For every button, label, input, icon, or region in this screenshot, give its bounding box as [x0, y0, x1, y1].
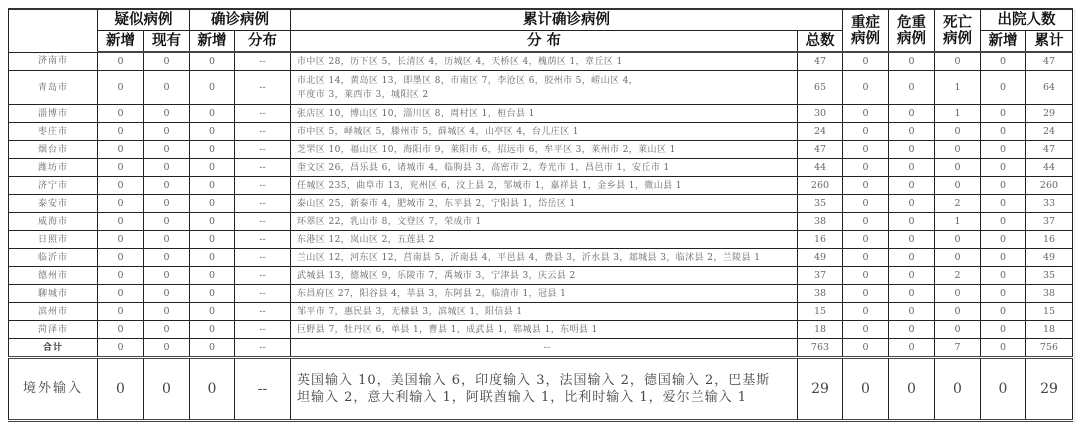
cell-severe: 0 — [843, 159, 889, 177]
cell-total: 30 — [798, 105, 843, 123]
cell-severe: 0 — [843, 52, 889, 71]
cell-d-new: 0 — [981, 52, 1026, 71]
cell-city: 境外输入 — [9, 358, 98, 421]
cell-c-new: 0 — [190, 123, 235, 141]
cell-critical: 0 — [889, 285, 935, 303]
cell-critical: 0 — [889, 339, 935, 358]
cell-city: 滨州市 — [9, 303, 98, 321]
cell-s-new: 0 — [98, 249, 144, 267]
cell-c-new: 0 — [190, 177, 235, 195]
cell-s-cur: 0 — [144, 303, 190, 321]
cell-c-new: 0 — [190, 249, 235, 267]
cell-c-dist: -- — [235, 321, 291, 339]
cell-city: 德州市 — [9, 267, 98, 285]
cell-s-new: 0 — [98, 195, 144, 213]
table-row — [9, 213, 1073, 231]
imported-row — [9, 358, 1073, 421]
cell-c-dist: -- — [235, 231, 291, 249]
cell-total: 49 — [798, 249, 843, 267]
cell-d-cum: 64 — [1026, 71, 1073, 105]
cell-s-cur: 0 — [144, 358, 190, 421]
cell-distribution: 武城县 13，德城区 9，乐陵市 7，禹城市 3，宁津县 3，庆云县 2 — [291, 267, 798, 285]
cell-d-cum: 47 — [1026, 52, 1073, 71]
cell-d-cum: 35 — [1026, 267, 1073, 285]
cell-d-cum: 15 — [1026, 303, 1073, 321]
cell-deaths: 0 — [935, 303, 981, 321]
cell-d-new: 0 — [981, 141, 1026, 159]
table-row — [9, 177, 1073, 195]
cell-d-new: 0 — [981, 358, 1026, 421]
cell-c-dist: -- — [235, 52, 291, 71]
cell-d-cum: 33 — [1026, 195, 1073, 213]
covid-case-table — [8, 8, 1073, 422]
cell-s-cur: 0 — [144, 52, 190, 71]
cell-distribution: 英国输入 10，美国输入 6，印度输入 3，法国输入 2，德国输入 2，巴基斯 坦输入 2，意大利输入 1，阿联酋输入 1，比利时输入 1，爱尔兰输入 1 — [291, 358, 798, 421]
cell-critical: 0 — [889, 177, 935, 195]
cell-severe: 0 — [843, 249, 889, 267]
cell-s-new: 0 — [98, 177, 144, 195]
cell-distribution: 任城区 235，曲阜市 13，兖州区 6，汶上县 2，邹城市 1，嘉祥县 1，金乡县 1，微山县 1 — [291, 177, 798, 195]
header-region — [9, 9, 98, 52]
cell-d-new: 0 — [981, 177, 1026, 195]
cell-deaths: 1 — [935, 71, 981, 105]
cell-city: 合计 — [9, 339, 98, 358]
cell-s-new: 0 — [98, 123, 144, 141]
cell-critical: 0 — [889, 159, 935, 177]
cell-severe: 0 — [843, 267, 889, 285]
cell-c-new: 0 — [190, 195, 235, 213]
cell-city: 聊城市 — [9, 285, 98, 303]
cell-s-cur: 0 — [144, 141, 190, 159]
cell-s-cur: 0 — [144, 123, 190, 141]
cell-s-cur: 0 — [144, 249, 190, 267]
cell-total: 18 — [798, 321, 843, 339]
cell-severe: 0 — [843, 285, 889, 303]
cell-deaths: 0 — [935, 123, 981, 141]
cell-s-new: 0 — [98, 141, 144, 159]
cell-severe: 0 — [843, 141, 889, 159]
cell-c-new: 0 — [190, 285, 235, 303]
header-suspected-new: 新增 — [98, 31, 144, 53]
cell-c-dist: -- — [235, 213, 291, 231]
header-severe: 重症 病例 — [843, 9, 889, 52]
cell-city: 济南市 — [9, 52, 98, 71]
cell-severe: 0 — [843, 177, 889, 195]
header-discharged-new: 新增 — [981, 31, 1026, 53]
cell-s-cur: 0 — [144, 159, 190, 177]
cell-c-new: 0 — [190, 303, 235, 321]
cell-total: 37 — [798, 267, 843, 285]
header-discharged: 出院人数 — [981, 9, 1073, 31]
cell-total: 38 — [798, 213, 843, 231]
table-row — [9, 231, 1073, 249]
cell-c-new: 0 — [190, 71, 235, 105]
cell-severe: 0 — [843, 358, 889, 421]
cell-d-cum: 47 — [1026, 141, 1073, 159]
cell-deaths: 0 — [935, 285, 981, 303]
cell-d-cum: 29 — [1026, 358, 1073, 421]
cell-critical: 0 — [889, 105, 935, 123]
header-total: 总数 — [798, 31, 843, 53]
cell-d-new: 0 — [981, 249, 1026, 267]
table-body — [9, 52, 1073, 421]
header-row-1 — [9, 9, 1073, 31]
header-discharged-cumulative: 累计 — [1026, 31, 1073, 53]
cell-distribution: 奎文区 26，昌乐县 6，诸城市 4，临朐县 3，高密市 2，寿光市 1，昌邑市 1，安丘市 1 — [291, 159, 798, 177]
cell-c-new: 0 — [190, 213, 235, 231]
cell-d-cum: 29 — [1026, 105, 1073, 123]
cell-d-cum: 37 — [1026, 213, 1073, 231]
cell-deaths: 0 — [935, 358, 981, 421]
cell-s-cur: 0 — [144, 231, 190, 249]
cell-deaths: 0 — [935, 321, 981, 339]
cell-deaths: 2 — [935, 267, 981, 285]
cell-d-cum: 24 — [1026, 123, 1073, 141]
cell-distribution: 邹平市 7，惠民县 3，无棣县 3，滨城区 1，阳信县 1 — [291, 303, 798, 321]
cell-city: 济宁市 — [9, 177, 98, 195]
cell-s-cur: 0 — [144, 105, 190, 123]
cell-c-dist: -- — [235, 71, 291, 105]
cell-distribution: 市北区 14，黄岛区 13，即墨区 8，市南区 7，李沧区 6，胶州市 5，崂山区 4， 平度市 3，莱西市 3，城阳区 2 — [291, 71, 798, 105]
cell-distribution: -- — [291, 339, 798, 358]
cell-distribution: 芝罘区 10，福山区 10，海阳市 9，莱阳市 6，招远市 6，牟平区 3，莱州市 2，莱山区 1 — [291, 141, 798, 159]
cell-d-new: 0 — [981, 105, 1026, 123]
cell-city: 青岛市 — [9, 71, 98, 105]
cell-severe: 0 — [843, 123, 889, 141]
cell-city: 菏泽市 — [9, 321, 98, 339]
cell-total: 16 — [798, 231, 843, 249]
cell-total: 29 — [798, 358, 843, 421]
cell-deaths: 0 — [935, 52, 981, 71]
cell-distribution: 东昌府区 27，阳谷县 4，莘县 3，东阿县 2，临清市 1，冠县 1 — [291, 285, 798, 303]
cell-c-new: 0 — [190, 267, 235, 285]
cell-d-cum: 18 — [1026, 321, 1073, 339]
cell-c-dist: -- — [235, 141, 291, 159]
cell-c-dist: -- — [235, 159, 291, 177]
table-row — [9, 71, 1073, 105]
cell-s-new: 0 — [98, 303, 144, 321]
cell-deaths: 1 — [935, 213, 981, 231]
cell-severe: 0 — [843, 231, 889, 249]
cell-total: 47 — [798, 52, 843, 71]
cell-total: 260 — [798, 177, 843, 195]
cell-s-new: 0 — [98, 321, 144, 339]
cell-distribution: 张店区 10，博山区 10，淄川区 8，周村区 1，桓台县 1 — [291, 105, 798, 123]
cell-critical: 0 — [889, 358, 935, 421]
cell-deaths: 0 — [935, 249, 981, 267]
cell-d-new: 0 — [981, 213, 1026, 231]
table-row — [9, 249, 1073, 267]
cell-total: 15 — [798, 303, 843, 321]
cell-c-dist: -- — [235, 195, 291, 213]
cell-s-new: 0 — [98, 213, 144, 231]
cell-deaths: 0 — [935, 177, 981, 195]
cell-c-new: 0 — [190, 141, 235, 159]
cell-deaths: 1 — [935, 105, 981, 123]
cell-d-new: 0 — [981, 285, 1026, 303]
cell-city: 泰安市 — [9, 195, 98, 213]
cell-c-new: 0 — [190, 339, 235, 358]
header-distribution: 分 布 — [291, 31, 798, 53]
cell-distribution: 市中区 5，峄城区 5，滕州市 5，薛城区 4，山亭区 4，台儿庄区 1 — [291, 123, 798, 141]
cell-c-dist: -- — [235, 267, 291, 285]
header-critical: 危重 病例 — [889, 9, 935, 52]
cell-critical: 0 — [889, 71, 935, 105]
table-row — [9, 303, 1073, 321]
cell-d-cum: 16 — [1026, 231, 1073, 249]
cell-critical: 0 — [889, 321, 935, 339]
cell-critical: 0 — [889, 213, 935, 231]
cell-d-new: 0 — [981, 231, 1026, 249]
cell-total: 44 — [798, 159, 843, 177]
cell-c-new: 0 — [190, 52, 235, 71]
cell-d-cum: 38 — [1026, 285, 1073, 303]
table-row — [9, 52, 1073, 71]
cell-s-new: 0 — [98, 71, 144, 105]
cell-d-new: 0 — [981, 303, 1026, 321]
cell-severe: 0 — [843, 213, 889, 231]
cell-severe: 0 — [843, 303, 889, 321]
table-row — [9, 285, 1073, 303]
cell-distribution: 泰山区 25，新泰市 4，肥城市 2，东平县 2，宁阳县 1，岱岳区 1 — [291, 195, 798, 213]
cell-d-cum: 260 — [1026, 177, 1073, 195]
header-confirmed: 确诊病例 — [190, 9, 291, 31]
cell-total: 47 — [798, 141, 843, 159]
cell-s-new: 0 — [98, 285, 144, 303]
cell-d-cum: 49 — [1026, 249, 1073, 267]
table-row — [9, 141, 1073, 159]
cell-total: 763 — [798, 339, 843, 358]
cell-severe: 0 — [843, 321, 889, 339]
cell-severe: 0 — [843, 71, 889, 105]
page-edge — [1074, 10, 1076, 422]
table-row — [9, 105, 1073, 123]
total-row — [9, 339, 1073, 358]
cell-city: 威海市 — [9, 213, 98, 231]
cell-d-new: 0 — [981, 71, 1026, 105]
cell-c-new: 0 — [190, 231, 235, 249]
table-row — [9, 267, 1073, 285]
cell-deaths: 7 — [935, 339, 981, 358]
header-suspected: 疑似病例 — [98, 9, 190, 31]
cell-c-dist: -- — [235, 303, 291, 321]
header-confirmed-distribution: 分布 — [235, 31, 291, 53]
cell-city: 淄博市 — [9, 105, 98, 123]
cell-s-cur: 0 — [144, 195, 190, 213]
cell-c-new: 0 — [190, 358, 235, 421]
cell-s-cur: 0 — [144, 71, 190, 105]
cell-distribution: 巨野县 7，牡丹区 6，单县 1，曹县 1，成武县 1，郓城县 1，东明县 1 — [291, 321, 798, 339]
cell-severe: 0 — [843, 339, 889, 358]
cell-c-new: 0 — [190, 159, 235, 177]
header-cumulative: 累计确诊病例 — [291, 9, 843, 31]
cell-critical: 0 — [889, 141, 935, 159]
cell-critical: 0 — [889, 231, 935, 249]
table-row — [9, 195, 1073, 213]
cell-d-new: 0 — [981, 159, 1026, 177]
cell-c-new: 0 — [190, 321, 235, 339]
cell-s-new: 0 — [98, 358, 144, 421]
cell-c-dist: -- — [235, 177, 291, 195]
table-row — [9, 159, 1073, 177]
cell-critical: 0 — [889, 249, 935, 267]
cell-city: 日照市 — [9, 231, 98, 249]
cell-s-new: 0 — [98, 231, 144, 249]
cell-distribution: 市中区 28，历下区 5，长清区 4，历城区 4，天桥区 4，槐荫区 1，章丘区 1 — [291, 52, 798, 71]
cell-s-new: 0 — [98, 105, 144, 123]
cell-distribution: 东港区 12，岚山区 2，五莲县 2 — [291, 231, 798, 249]
cell-deaths: 2 — [935, 195, 981, 213]
cell-d-new: 0 — [981, 195, 1026, 213]
header-confirmed-new: 新增 — [190, 31, 235, 53]
cell-c-dist: -- — [235, 123, 291, 141]
cell-critical: 0 — [889, 123, 935, 141]
cell-city: 临沂市 — [9, 249, 98, 267]
header-suspected-current: 现有 — [144, 31, 190, 53]
cell-critical: 0 — [889, 267, 935, 285]
cell-city: 潍坊市 — [9, 159, 98, 177]
cell-d-cum: 44 — [1026, 159, 1073, 177]
cell-d-cum: 756 — [1026, 339, 1073, 358]
cell-critical: 0 — [889, 52, 935, 71]
table-row — [9, 123, 1073, 141]
cell-d-new: 0 — [981, 123, 1026, 141]
cell-s-cur: 0 — [144, 285, 190, 303]
cell-s-new: 0 — [98, 159, 144, 177]
cell-c-dist: -- — [235, 339, 291, 358]
cell-s-new: 0 — [98, 339, 144, 358]
cell-c-new: 0 — [190, 105, 235, 123]
cell-total: 35 — [798, 195, 843, 213]
cell-c-dist: -- — [235, 249, 291, 267]
cell-critical: 0 — [889, 303, 935, 321]
cell-deaths: 0 — [935, 159, 981, 177]
cell-s-new: 0 — [98, 52, 144, 71]
cell-severe: 0 — [843, 195, 889, 213]
cell-d-new: 0 — [981, 321, 1026, 339]
cell-s-cur: 0 — [144, 177, 190, 195]
cell-distribution: 环翠区 22，乳山市 8，文登区 7，荣成市 1 — [291, 213, 798, 231]
header-deaths: 死亡 病例 — [935, 9, 981, 52]
cell-s-cur: 0 — [144, 321, 190, 339]
cell-d-new: 0 — [981, 339, 1026, 358]
cell-city: 枣庄市 — [9, 123, 98, 141]
cell-total: 24 — [798, 123, 843, 141]
cell-deaths: 0 — [935, 231, 981, 249]
cell-total: 65 — [798, 71, 843, 105]
cell-s-cur: 0 — [144, 267, 190, 285]
cell-critical: 0 — [889, 195, 935, 213]
cell-s-cur: 0 — [144, 339, 190, 358]
cell-c-dist: -- — [235, 285, 291, 303]
table-row — [9, 321, 1073, 339]
cell-c-dist: -- — [235, 105, 291, 123]
cell-severe: 0 — [843, 105, 889, 123]
cell-c-dist: -- — [235, 358, 291, 421]
cell-deaths: 0 — [935, 141, 981, 159]
cell-city: 烟台市 — [9, 141, 98, 159]
cell-total: 38 — [798, 285, 843, 303]
cell-s-new: 0 — [98, 267, 144, 285]
cell-d-new: 0 — [981, 267, 1026, 285]
cell-s-cur: 0 — [144, 213, 190, 231]
cell-distribution: 兰山区 12，河东区 12，莒南县 5，沂南县 4，平邑县 4，费县 3，沂水县 3，郯城县 3，临沭县 2，兰陵县 1 — [291, 249, 798, 267]
